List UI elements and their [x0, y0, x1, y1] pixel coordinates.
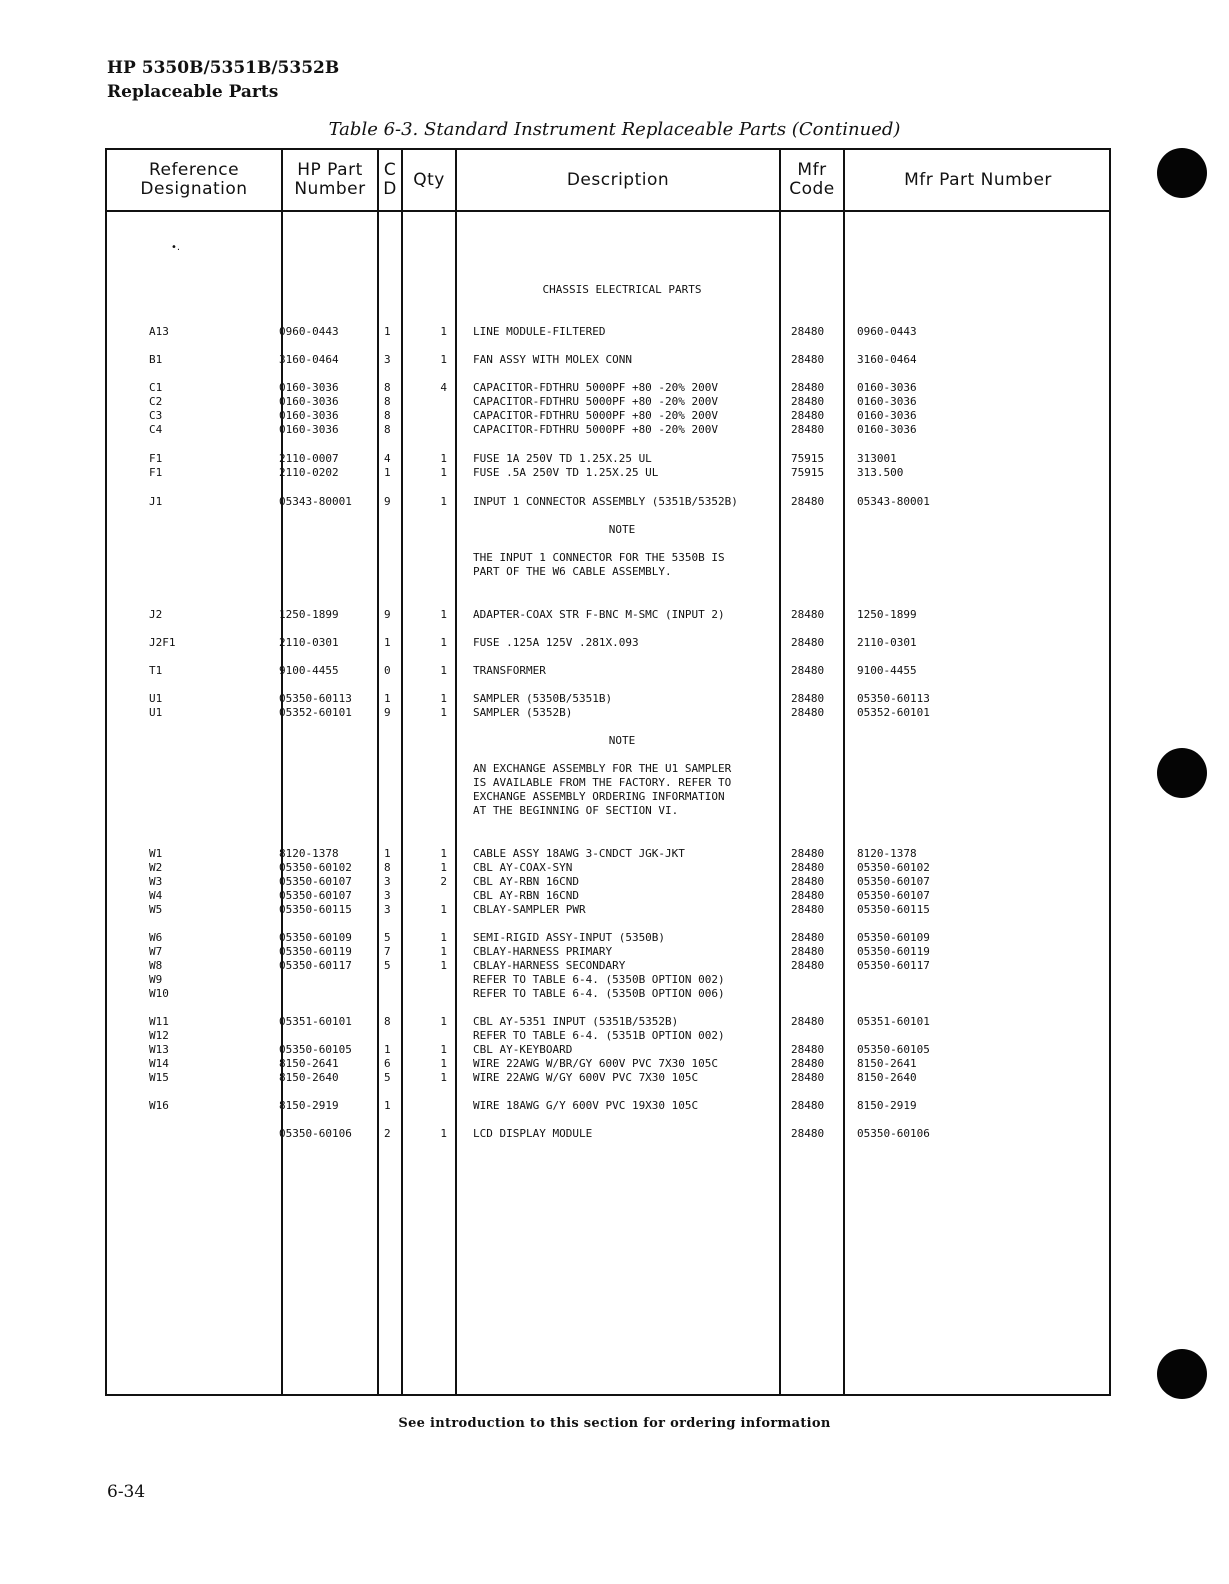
page-footer: See introduction to this section for ordering information [398, 1416, 831, 1431]
cell-hp: 05351-60101 [279, 1015, 352, 1028]
cell-ref: W15 [149, 1071, 169, 1084]
cell-hp: 05350-60117 [279, 959, 352, 972]
cell-mpn: 0160-3036 [857, 395, 917, 408]
table-row [107, 776, 1109, 790]
column-header-reference: Reference Designation [140, 160, 248, 199]
cell-desc: CBL AY-RBN 16CND [473, 875, 579, 888]
cell-mfr: 28480 [791, 945, 825, 958]
column-header-mfr-code: Mfr Code [789, 160, 835, 199]
table-row [107, 664, 1109, 678]
cell-ref: W6 [149, 931, 163, 944]
cell-desc: ADAPTER-COAX STR F-BNC M-SMC (INPUT 2) [473, 608, 725, 621]
cell-mfr: 28480 [791, 1057, 825, 1070]
cell-mpn: 05350-60115 [857, 903, 930, 916]
cell-mpn: 05350-60113 [857, 692, 930, 705]
cell-desc: TRANSFORMER [473, 664, 546, 677]
table-row [107, 466, 1109, 480]
cell-qty: 1 [440, 495, 447, 508]
table-row [107, 551, 1109, 565]
cell-desc: SEMI-RIGID ASSY-INPUT (5350B) [473, 931, 666, 944]
cell-mfr: 28480 [791, 875, 825, 888]
cell-ref: C4 [149, 423, 163, 436]
cell-qty: 1 [440, 608, 447, 621]
cell-mfr: 28480 [791, 903, 825, 916]
cell-cd: 8 [384, 1015, 391, 1028]
cell-ref: T1 [149, 664, 163, 677]
cell-mfr: 28480 [791, 353, 825, 366]
table-row [107, 706, 1109, 720]
cell-mfr: 28480 [791, 1015, 825, 1028]
cell-ref: W12 [149, 1029, 169, 1042]
cell-ref: B1 [149, 353, 163, 366]
cell-desc: WIRE 22AWG W/GY 600V PVC 7X30 105C [473, 1071, 699, 1084]
cell-cd: 4 [384, 452, 391, 465]
note-heading: NOTE [608, 523, 636, 536]
cell-mfr: 28480 [791, 409, 825, 422]
cell-hp: 2110-0007 [279, 452, 339, 465]
cell-cd: 8 [384, 409, 391, 422]
table-row [107, 395, 1109, 409]
cell-mfr: 28480 [791, 931, 825, 944]
cell-ref: W3 [149, 875, 163, 888]
cell-hp: 05350-60113 [279, 692, 352, 705]
cell-desc: CBL AY-RBN 16CND [473, 889, 579, 902]
cell-hp: 2110-0301 [279, 636, 339, 649]
cell-cd: 3 [384, 903, 391, 916]
cell-qty: 1 [440, 1043, 447, 1056]
table-row [107, 353, 1109, 367]
cell-mfr: 28480 [791, 959, 825, 972]
cell-qty: 1 [440, 692, 447, 705]
cell-qty: 1 [440, 353, 447, 366]
cell-desc: CBL AY-KEYBOARD [473, 1043, 573, 1056]
cell-mfr: 75915 [791, 452, 825, 465]
cell-hp: 05343-80001 [279, 495, 352, 508]
cell-mpn: 05350-60119 [857, 945, 930, 958]
cell-desc: LINE MODULE-FILTERED [473, 325, 606, 338]
table-row [107, 861, 1109, 875]
cell-qty: 1 [440, 636, 447, 649]
binder-hole-icon [1157, 148, 1207, 198]
cell-mpn: 0160-3036 [857, 423, 917, 436]
cell-qty: 1 [440, 945, 447, 958]
cell-hp: 3160-0464 [279, 353, 339, 366]
cell-mpn: 05350-60107 [857, 889, 930, 902]
cell-hp: 05350-60105 [279, 1043, 352, 1056]
cell-cd: 3 [384, 353, 391, 366]
table-row [107, 692, 1109, 706]
cell-desc: SAMPLER (5352B) [473, 706, 573, 719]
table-row [107, 875, 1109, 889]
cell-cd: 3 [384, 889, 391, 902]
cell-mpn: 8150-2641 [857, 1057, 917, 1070]
cell-ref: W16 [149, 1099, 169, 1112]
cell-hp: 05350-60119 [279, 945, 352, 958]
page-number: 6-34 [107, 1482, 146, 1502]
cell-hp: 1250-1899 [279, 608, 339, 621]
cell-qty: 1 [440, 903, 447, 916]
cell-qty: 1 [440, 664, 447, 677]
cell-desc: FUSE .125A 125V .281X.093 [473, 636, 639, 649]
table-row [107, 636, 1109, 650]
cell-mfr: 28480 [791, 692, 825, 705]
cell-mfr: 28480 [791, 1099, 825, 1112]
cell-hp: 05350-60102 [279, 861, 352, 874]
cell-desc: FAN ASSY WITH MOLEX CONN [473, 353, 632, 366]
table-row [107, 945, 1109, 959]
cell-cd: 9 [384, 706, 391, 719]
table-row [107, 903, 1109, 917]
cell-qty: 1 [440, 452, 447, 465]
cell-ref: U1 [149, 692, 163, 705]
cell-desc: CAPACITOR-FDTHRU 5000PF +80 -20% 200V [473, 381, 719, 394]
cell-cd: 1 [384, 847, 391, 860]
cell-hp: 8150-2640 [279, 1071, 339, 1084]
cell-qty: 1 [440, 1057, 447, 1070]
table-row [107, 409, 1109, 423]
cell-mpn: 05351-60101 [857, 1015, 930, 1028]
cell-cd: 3 [384, 875, 391, 888]
column-header-description: Description [566, 169, 670, 190]
cell-mpn: 0160-3036 [857, 381, 917, 394]
cell-cd: 8 [384, 861, 391, 874]
cell-mpn: 8150-2919 [857, 1099, 917, 1112]
cell-hp: 2110-0202 [279, 466, 339, 479]
cell-mpn: 9100-4455 [857, 664, 917, 677]
cell-mfr: 28480 [791, 847, 825, 860]
cell-cd: 1 [384, 692, 391, 705]
cell-cd: 1 [384, 466, 391, 479]
cell-ref: U1 [149, 706, 163, 719]
cell-desc: EXCHANGE ASSEMBLY ORDERING INFORMATION [473, 790, 725, 803]
cell-hp: 8120-1378 [279, 847, 339, 860]
table-row [107, 381, 1109, 395]
table-row [107, 1043, 1109, 1057]
table-row [107, 1057, 1109, 1071]
cell-desc: INPUT 1 CONNECTOR ASSEMBLY (5351B/5352B) [473, 495, 738, 508]
cell-ref: W7 [149, 945, 163, 958]
cell-mfr: 28480 [791, 423, 825, 436]
cell-hp: 0160-3036 [279, 409, 339, 422]
cell-desc: CBL AY-COAX-SYN [473, 861, 573, 874]
cell-ref: W13 [149, 1043, 169, 1056]
table-caption: Table 6-3. Standard Instrument Replaceable Parts (Continued) [328, 119, 901, 140]
cell-mpn: 1250-1899 [857, 608, 917, 621]
table-row [107, 762, 1109, 776]
column-header-mfr-part-number: Mfr Part Number [904, 169, 1052, 190]
cell-cd: 8 [384, 381, 391, 394]
cell-cd: 1 [384, 1099, 391, 1112]
cell-desc: REFER TO TABLE 6-4. (5351B OPTION 002) [473, 1029, 725, 1042]
column-header-cd: C D [383, 160, 397, 199]
cell-mpn: 3160-0464 [857, 353, 917, 366]
cell-desc: CBL AY-5351 INPUT (5351B/5352B) [473, 1015, 679, 1028]
table-row [107, 987, 1109, 1001]
column-header-qty: Qty [413, 169, 445, 190]
cell-mpn: 0160-3036 [857, 409, 917, 422]
cell-mpn: 2110-0301 [857, 636, 917, 649]
cell-ref: A13 [149, 325, 169, 338]
cell-mfr: 28480 [791, 608, 825, 621]
table-row [107, 608, 1109, 622]
table-row [107, 847, 1109, 861]
cell-desc: PART OF THE W6 CABLE ASSEMBLY. [473, 565, 672, 578]
cell-hp: 0960-0443 [279, 325, 339, 338]
cell-ref: W4 [149, 889, 163, 902]
cell-desc: AT THE BEGINNING OF SECTION VI. [473, 804, 679, 817]
table-row [107, 889, 1109, 903]
table-row [107, 931, 1109, 945]
cell-ref: W10 [149, 987, 169, 1000]
cell-mfr: 28480 [791, 325, 825, 338]
cell-desc: FUSE 1A 250V TD 1.25X.25 UL [473, 452, 652, 465]
cell-ref: J2F1 [149, 636, 176, 649]
table-row [107, 959, 1109, 973]
cell-hp: 05352-60101 [279, 706, 352, 719]
table-row [107, 973, 1109, 987]
cell-mfr: 28480 [791, 636, 825, 649]
binder-hole-icon [1157, 748, 1207, 798]
cell-mfr: 28480 [791, 706, 825, 719]
cell-hp: 05350-60109 [279, 931, 352, 944]
note-heading: NOTE [608, 734, 636, 747]
cell-desc: LCD DISPLAY MODULE [473, 1127, 593, 1140]
cell-mpn: 8150-2640 [857, 1071, 917, 1084]
table-row [107, 452, 1109, 466]
cell-desc: CAPACITOR-FDTHRU 5000PF +80 -20% 200V [473, 423, 719, 436]
cell-desc: AN EXCHANGE ASSEMBLY FOR THE U1 SAMPLER [473, 762, 732, 775]
column-header-hp-part-number: HP Part Number [294, 160, 366, 199]
cell-ref: W14 [149, 1057, 169, 1070]
document-section-header: Replaceable Parts [107, 82, 279, 102]
table-row [107, 1029, 1109, 1043]
cell-desc: CBLAY-HARNESS SECONDARY [473, 959, 626, 972]
cell-qty: 2 [440, 875, 447, 888]
cell-cd: 5 [384, 959, 391, 972]
cell-ref: W9 [149, 973, 163, 986]
cell-desc: CAPACITOR-FDTHRU 5000PF +80 -20% 200V [473, 395, 719, 408]
table-row [107, 790, 1109, 804]
cell-ref: W5 [149, 903, 163, 916]
table-row [107, 1127, 1109, 1141]
cell-mfr: 28480 [791, 1127, 825, 1140]
cell-desc: IS AVAILABLE FROM THE FACTORY. REFER TO [473, 776, 732, 789]
cell-hp: 05350-60115 [279, 903, 352, 916]
table-row [107, 495, 1109, 509]
cell-cd: 1 [384, 1043, 391, 1056]
table-row [107, 804, 1109, 818]
cell-hp: 8150-2919 [279, 1099, 339, 1112]
cell-desc: REFER TO TABLE 6-4. (5350B OPTION 002) [473, 973, 725, 986]
table-row [107, 565, 1109, 579]
cell-mfr: 28480 [791, 495, 825, 508]
cell-mfr: 28480 [791, 861, 825, 874]
cell-mpn: 05350-60109 [857, 931, 930, 944]
cell-ref: W11 [149, 1015, 169, 1028]
cell-hp: 8150-2641 [279, 1057, 339, 1070]
cell-mpn: 05350-60105 [857, 1043, 930, 1056]
parts-table [105, 148, 1111, 1396]
cell-mpn: 0960-0443 [857, 325, 917, 338]
cell-mpn: 05343-80001 [857, 495, 930, 508]
table-row [107, 1099, 1109, 1113]
cell-mfr: 28480 [791, 381, 825, 394]
cell-qty: 1 [440, 931, 447, 944]
cell-hp: 0160-3036 [279, 423, 339, 436]
cell-cd: 8 [384, 423, 391, 436]
cell-mfr: 28480 [791, 889, 825, 902]
cell-qty: 1 [440, 1015, 447, 1028]
cell-mpn: 313001 [857, 452, 897, 465]
cell-desc: THE INPUT 1 CONNECTOR FOR THE 5350B IS [473, 551, 725, 564]
cell-desc: CABLE ASSY 18AWG 3-CNDCT JGK-JKT [473, 847, 685, 860]
cell-desc: CAPACITOR-FDTHRU 5000PF +80 -20% 200V [473, 409, 719, 422]
cell-qty: 4 [440, 381, 447, 394]
cell-cd: 0 [384, 664, 391, 677]
cell-ref: J2 [149, 608, 163, 621]
cell-mfr: 28480 [791, 664, 825, 677]
header-divider [107, 210, 1109, 212]
cell-ref: W1 [149, 847, 163, 860]
cell-mfr: 75915 [791, 466, 825, 479]
stray-mark: •. [171, 242, 181, 253]
cell-mfr: 28480 [791, 395, 825, 408]
cell-desc: FUSE .5A 250V TD 1.25X.25 UL [473, 466, 659, 479]
cell-cd: 5 [384, 1071, 391, 1084]
cell-qty: 1 [440, 1071, 447, 1084]
cell-qty: 1 [440, 959, 447, 972]
cell-desc: CBLAY-SAMPLER PWR [473, 903, 586, 916]
cell-ref: F1 [149, 452, 163, 465]
cell-desc: CBLAY-HARNESS PRIMARY [473, 945, 613, 958]
cell-qty: 1 [440, 466, 447, 479]
cell-ref: C2 [149, 395, 163, 408]
cell-ref: J1 [149, 495, 163, 508]
cell-cd: 5 [384, 931, 391, 944]
cell-mpn: 05352-60101 [857, 706, 930, 719]
cell-cd: 6 [384, 1057, 391, 1070]
cell-ref: W2 [149, 861, 163, 874]
cell-cd: 1 [384, 636, 391, 649]
cell-cd: 2 [384, 1127, 391, 1140]
cell-desc: WIRE 22AWG W/BR/GY 600V PVC 7X30 105C [473, 1057, 719, 1070]
cell-mpn: 05350-60107 [857, 875, 930, 888]
binder-hole-icon [1157, 1349, 1207, 1399]
cell-cd: 9 [384, 495, 391, 508]
cell-hp: 9100-4455 [279, 664, 339, 677]
cell-cd: 8 [384, 395, 391, 408]
table-row [107, 325, 1109, 339]
cell-desc: WIRE 18AWG G/Y 600V PVC 19X30 105C [473, 1099, 699, 1112]
section-title: CHASSIS ELECTRICAL PARTS [542, 283, 702, 296]
cell-hp: 05350-60107 [279, 875, 352, 888]
cell-qty: 1 [440, 325, 447, 338]
table-row [107, 1015, 1109, 1029]
cell-qty: 1 [440, 1127, 447, 1140]
document-model-header: HP 5350B/5351B/5352B [107, 58, 340, 78]
cell-cd: 1 [384, 325, 391, 338]
cell-ref: C3 [149, 409, 163, 422]
cell-cd: 9 [384, 608, 391, 621]
table-row [107, 423, 1109, 437]
table-row [107, 1071, 1109, 1085]
cell-ref: C1 [149, 381, 163, 394]
cell-hp: 0160-3036 [279, 381, 339, 394]
cell-ref: W8 [149, 959, 163, 972]
cell-desc: REFER TO TABLE 6-4. (5350B OPTION 006) [473, 987, 725, 1000]
cell-mpn: 05350-60106 [857, 1127, 930, 1140]
cell-hp: 0160-3036 [279, 395, 339, 408]
cell-cd: 7 [384, 945, 391, 958]
cell-qty: 1 [440, 847, 447, 860]
cell-mfr: 28480 [791, 1071, 825, 1084]
cell-hp: 05350-60107 [279, 889, 352, 902]
cell-hp: 05350-60106 [279, 1127, 352, 1140]
cell-mpn: 05350-60102 [857, 861, 930, 874]
cell-mpn: 313.500 [857, 466, 904, 479]
cell-desc: SAMPLER (5350B/5351B) [473, 692, 613, 705]
cell-qty: 1 [440, 861, 447, 874]
cell-mpn: 05350-60117 [857, 959, 930, 972]
cell-mfr: 28480 [791, 1043, 825, 1056]
cell-mpn: 8120-1378 [857, 847, 917, 860]
cell-ref: F1 [149, 466, 163, 479]
cell-qty: 1 [440, 706, 447, 719]
